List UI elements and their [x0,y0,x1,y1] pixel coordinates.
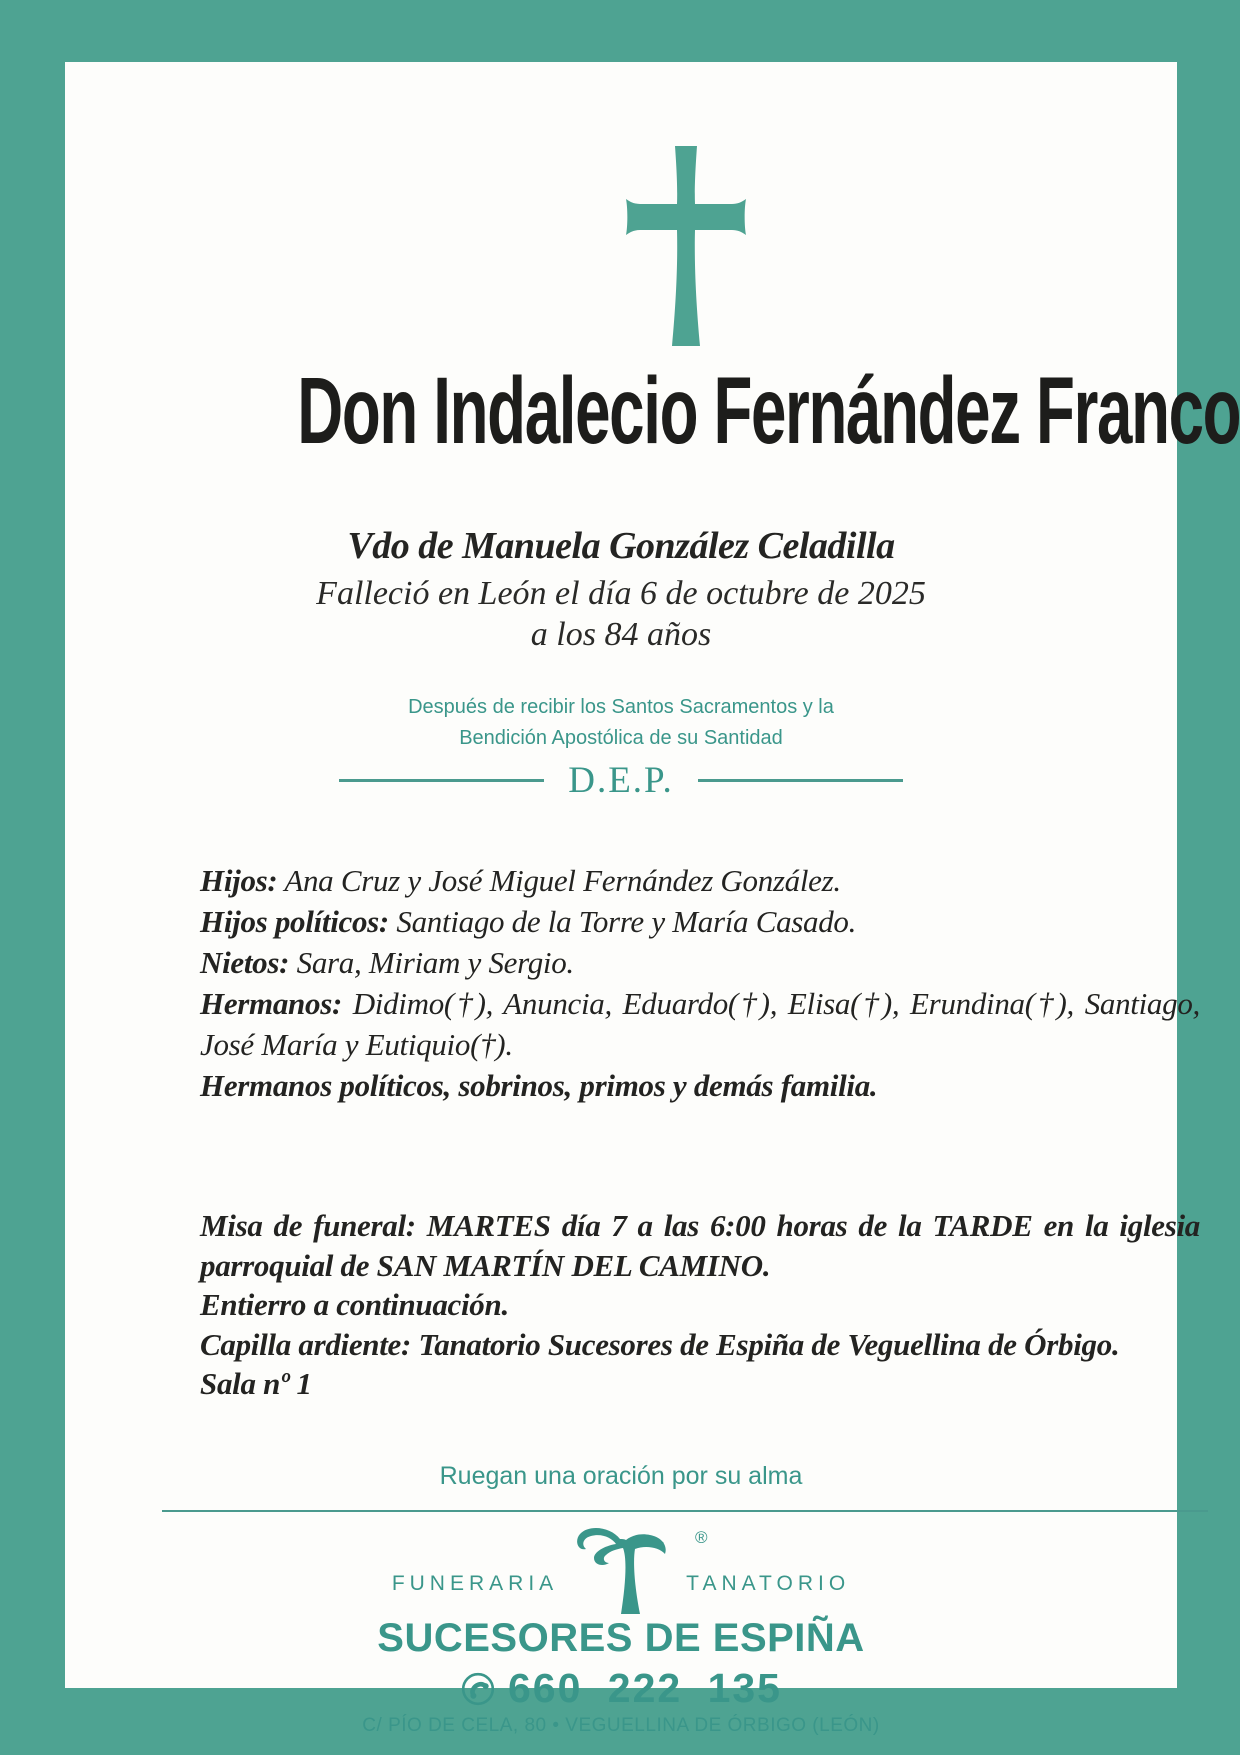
family-text: Sara, Miriam y Sergio. [296,945,574,980]
family-label: Hijos políticos: [200,904,389,939]
sacraments-line-1: Después de recibir los Santos Sacramentos y la [408,696,834,718]
family-text: Santiago de la Torre y María Casado. [396,904,857,939]
funeral-label: Capilla ardiente: [200,1326,412,1362]
funeral-text: MARTES día 7 a las 6:00 horas de la TARDE en la iglesia parroquial de SAN MARTÍN DEL CAMINO. [200,1208,1200,1283]
dep-abbreviation: D.E.P. [568,760,674,801]
funeral-line-capilla [200,1325,1200,1365]
brand-word-tanatorio: TANATORIO [686,1572,851,1595]
family-label: Nietos: [200,945,290,980]
family-line-demas-familia [200,1065,1200,1106]
funeral-text: Sala nº 1 [200,1366,312,1401]
funeral-text: Tanatorio Sucesores de Espiña de Veguellina de Órbigo. [418,1326,1120,1362]
footer-divider-rule [162,1510,1208,1512]
brand-word-funeraria: FUNERARIA [391,1572,559,1595]
family-text: Hermanos políticos, sobrinos, primos y demás familia. [200,1068,878,1103]
funeral-text: Entierro a continuación. [200,1287,509,1322]
dep-row [65,762,1177,799]
funeral-line-sala [200,1364,1200,1404]
relation-line: Vdo de Manuela González Celadilla [347,525,895,567]
brand-category-row [65,1572,1177,1596]
dep-right-rule [698,779,903,782]
family-block [200,860,1200,1106]
phone-number: 660 222 135 [507,1665,782,1711]
dep-left-rule [339,779,544,782]
family-label: Hijos: [200,863,278,898]
phone-row [65,1665,1177,1711]
sacraments-line-2: Bendición Apostólica de su Santidad [459,727,783,749]
phone-icon [460,1671,496,1707]
family-line-hijos [200,860,1200,901]
funeral-line-misa [200,1206,1200,1285]
family-text: Ana Cruz y José Miguel Fernández González. [284,863,841,898]
family-line-hijos-politicos [200,901,1200,942]
family-text: Didimo(†), Anuncia, Eduardo(†), Elisa(†), Erundina(†), Santiago, José María y Eutiquio(†). [200,986,1200,1062]
death-age-line: a los 84 años [530,616,712,653]
family-label: Hermanos: [200,986,342,1021]
sacraments-note [65,692,1177,754]
funeral-label: Misa de funeral: [200,1208,416,1243]
funeral-line-entierro [200,1285,1200,1325]
family-line-nietos [200,942,1200,983]
prayer-line: Ruegan una oración por su alma [439,1462,803,1490]
deceased-name-text: Don Indalecio Fernández Franco [297,358,1240,464]
page-title-deceased-name [65,358,1240,464]
funeral-block [200,1206,1200,1404]
card-inner-panel [65,62,1240,1736]
death-place-date-line: Falleció en León el día 6 de octubre de 2025 [316,575,926,612]
brand-address: C/ PÍO DE CELA, 80 • VEGUELLINA DE ÓRBIGO (LEÓN) [362,1715,880,1736]
registered-trademark-symbol: ® [695,1528,708,1547]
brand-name: SUCESORES DE ESPIÑA [377,1616,865,1660]
cross-icon [625,146,747,346]
family-line-hermanos [200,983,1200,1065]
